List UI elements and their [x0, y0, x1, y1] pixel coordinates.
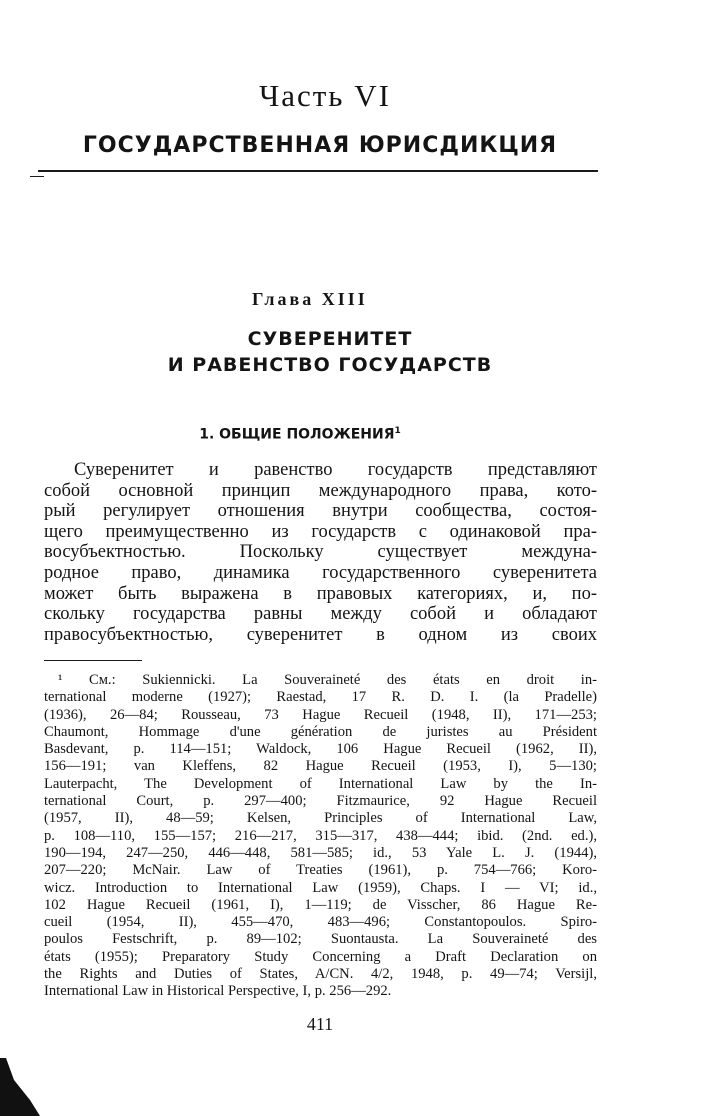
- chapter-title-line: СУВЕРЕНИТЕТ: [247, 328, 413, 350]
- footnote-line: ternational moderne (1927); Raestad, 17 R. D. I. (la Pradelle): [44, 689, 597, 706]
- footnote-line: cueil (1954, II), 455—470, 483—496; Constantopoulos. Spiro-: [44, 914, 597, 931]
- part-title: Часть VI: [259, 78, 391, 113]
- footnote-line: (1936), 26—84; Rousseau, 73 Hague Recueil (1948, II), 171—253;: [44, 706, 597, 723]
- footnote-line: p. 108—110, 155—157; 216—217, 315—317, 438—444; ibid. (2nd. ed.),: [44, 827, 597, 844]
- footnote-line: Basdevant, p. 114—151; Waldock, 106 Hague Recueil (1962, II),: [44, 741, 597, 758]
- footnote-line: états (1955); Preparatory Study Concerning a Draft Declaration on: [44, 948, 597, 965]
- body-line: рый регулирует отношения внутри сообщества, состоя-: [44, 501, 597, 522]
- footnote-line: wicz. Introduction to International Law (1959), Chaps. I — VI; id.,: [44, 879, 597, 896]
- title-rule: [38, 170, 598, 172]
- footnote-line: 156—191; van Kleffens, 82 Hague Recueil (1953, I), 5—130;: [44, 758, 597, 775]
- footnote-line: the Rights and Duties of States, A/CN. 4/2, 1948, p. 49—74; Versijl,: [44, 966, 597, 983]
- footnote-line: Lauterpacht, The Development of International Law by the In-: [44, 775, 597, 792]
- scan-corner-mark: [0, 1058, 40, 1116]
- body-line: может быть выражена в правовых категориях, и, по-: [44, 583, 597, 604]
- body-line: восубъектностью. Поскольку существует междуна-: [44, 542, 597, 563]
- body-line: Суверенитет и равенство государств представляют: [74, 460, 597, 480]
- footnote-line: (1957, II), 48—59; Kelsen, Principles of International Law,: [44, 810, 597, 827]
- chapter-title: [130, 326, 530, 378]
- footnote-line: poulos Festschrift, p. 89—102; Suontausta. La Souveraineté des: [44, 931, 597, 948]
- body-line: щего преимущественно из государств с одинаковой пра-: [44, 521, 597, 542]
- footnote-line: 190—194, 247—250, 446—448, 581—585; id., 53 Yale L. J. (1944),: [44, 844, 597, 861]
- body-line: правосубъектностью, суверенитет в одном из своих: [44, 624, 597, 645]
- footnote-line: 207—220; McNair. Law of Treaties (1961), p. 754—766; Koro-: [44, 862, 597, 879]
- footnote-line: ¹ См.: Sukiennicki. La Souveraineté des états en droit in-: [58, 672, 597, 688]
- body-line: собой основной принцип международного права, кото-: [44, 480, 597, 501]
- body-paragraph: [44, 460, 597, 645]
- chapter-title-line: И РАВЕНСТВО ГОСУДАРСТВ: [167, 354, 493, 376]
- section-heading-text: 1. ОБЩИЕ ПОЛОЖЕНИЯ: [199, 426, 395, 443]
- section-heading: [0, 426, 600, 443]
- rule-mark: [30, 176, 44, 177]
- footnote-line: ternational Court, p. 297—400; Fitzmaurice, 92 Hague Recueil: [44, 793, 597, 810]
- body-line: скольку государства равны между собой и обладают: [44, 604, 597, 625]
- page-number: 411: [306, 1014, 334, 1034]
- body-line: родное право, динамика государственного суверенитета: [44, 562, 597, 583]
- footnote-reference: 1: [394, 426, 401, 436]
- section-title: ГОСУДАРСТВЕННАЯ ЮРИСДИКЦИЯ: [82, 133, 558, 158]
- chapter-label: Глава XIII: [252, 289, 368, 309]
- footnote-rule: [44, 660, 142, 661]
- footnote: [44, 672, 597, 1001]
- footnote-line: 102 Hague Recueil (1961, I), 1—119; de Visscher, 86 Hague Re-: [44, 896, 597, 913]
- footnote-line: International Law in Historical Perspective, I, p. 256—292.: [44, 983, 392, 1000]
- footnote-line: Chaumont, Hommage d'une génération de juristes au Président: [44, 723, 597, 740]
